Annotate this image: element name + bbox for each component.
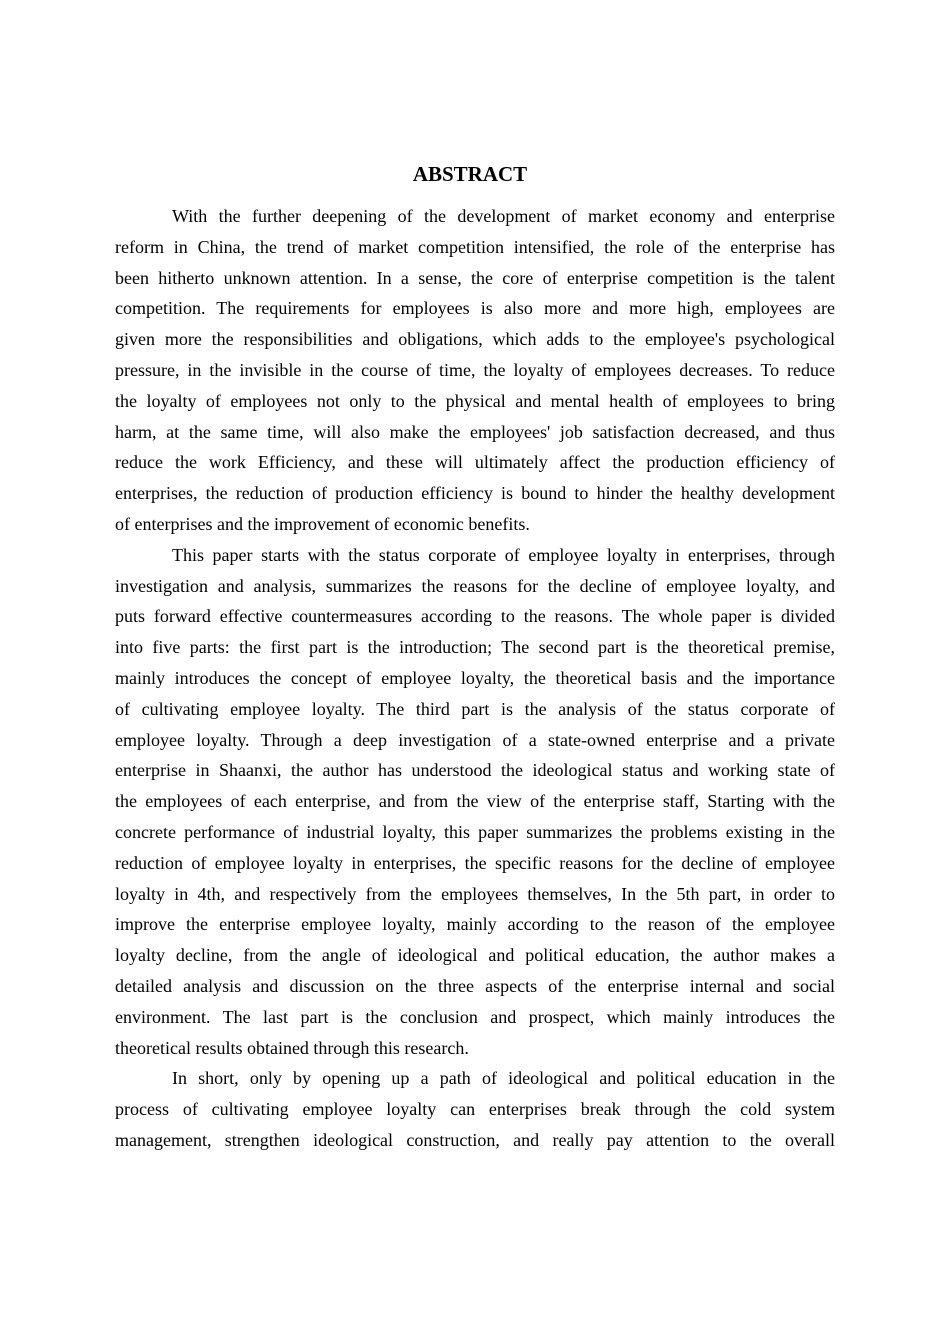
abstract-paragraph <box>115 540 835 1064</box>
paragraph-line: pressure, in the invisible in the course of time, the loyalty of employees decreases. To reduce <box>115 359 835 380</box>
paragraph-line: improve the enterprise employee loyalty, mainly according to the reason of the employee <box>115 914 835 935</box>
paragraph-line: loyalty in 4th, and respectively from the employees themselves, In the 5th part, in order to <box>115 883 835 904</box>
paragraph-line: reduction of employee loyalty in enterprises, the specific reasons for the decline of employee <box>115 852 835 873</box>
paragraph-line: enterprises, the reduction of production efficiency is bound to hinder the healthy development <box>115 483 835 504</box>
paragraph-line: environment. The last part is the conclusion and prospect, which mainly introduces the <box>115 1006 835 1027</box>
paragraph-line: detailed analysis and discussion on the three aspects of the enterprise internal and social <box>115 975 835 996</box>
paragraph-line: been hitherto unknown attention. In a sense, the core of enterprise competition is the talent <box>115 267 835 288</box>
abstract-paragraph <box>115 1063 835 1155</box>
paragraph-line: management, strengthen ideological construction, and really pay attention to the overall <box>115 1129 835 1150</box>
paragraph-line: given more the responsibilities and obligations, which adds to the employee's psychological <box>115 329 835 350</box>
paragraph-line: process of cultivating employee loyalty can enterprises break through the cold system <box>115 1099 835 1120</box>
paragraph-line: puts forward effective countermeasures according to the reasons. The whole paper is divided <box>115 606 835 627</box>
paragraph-line: mainly introduces the concept of employee loyalty, the theoretical basis and the importance <box>115 667 835 688</box>
paragraph-line: With the further deepening of the development of market economy and enterprise <box>172 206 835 226</box>
paragraph-line: This paper starts with the status corporate of employee loyalty in enterprises, through <box>172 544 835 565</box>
paragraph-line: competition. The requirements for employees is also more and more high, employees are <box>115 298 835 319</box>
paragraph-line: loyalty decline, from the angle of ideological and political education, the author makes a <box>115 945 835 966</box>
paragraph-line: of cultivating employee loyalty. The third part is the analysis of the status corporate of <box>115 698 835 719</box>
abstract-paragraph <box>115 201 835 540</box>
paragraph-line: enterprise in Shaanxi, the author has understood the ideological status and working state of <box>115 760 835 781</box>
paragraph-line: investigation and analysis, summarizes the reasons for the decline of employee loyalty, and <box>115 575 835 596</box>
paragraph-line: reform in China, the trend of market competition intensified, the role of the enterprise has <box>115 236 835 257</box>
paragraph-line: employee loyalty. Through a deep investigation of a state-owned enterprise and a private <box>115 729 835 750</box>
paragraph-line: concrete performance of industrial loyalty, this paper summarizes the problems existing in the <box>115 821 835 842</box>
abstract-body <box>115 201 835 1156</box>
paragraph-line: into five parts: the first part is the introduction; The second part is the theoretical premise, <box>115 637 835 658</box>
paragraph-line: harm, at the same time, will also make the employees' job satisfaction decreased, and thus <box>115 421 835 442</box>
paragraph-line: theoretical results obtained through this research. <box>115 1037 469 1058</box>
paragraph-line: reduce the work Efficiency, and these will ultimately affect the production efficiency of <box>115 452 835 473</box>
paragraph-line: the employees of each enterprise, and from the view of the enterprise staff, Starting with the <box>115 791 835 812</box>
paragraph-line: the loyalty of employees not only to the physical and mental health of employees to bring <box>115 390 835 411</box>
paragraph-line: of enterprises and the improvement of economic benefits. <box>115 513 530 534</box>
page-title: ABSTRACT <box>412 162 528 186</box>
paragraph-line: In short, only by opening up a path of ideological and political education in the <box>172 1068 835 1089</box>
